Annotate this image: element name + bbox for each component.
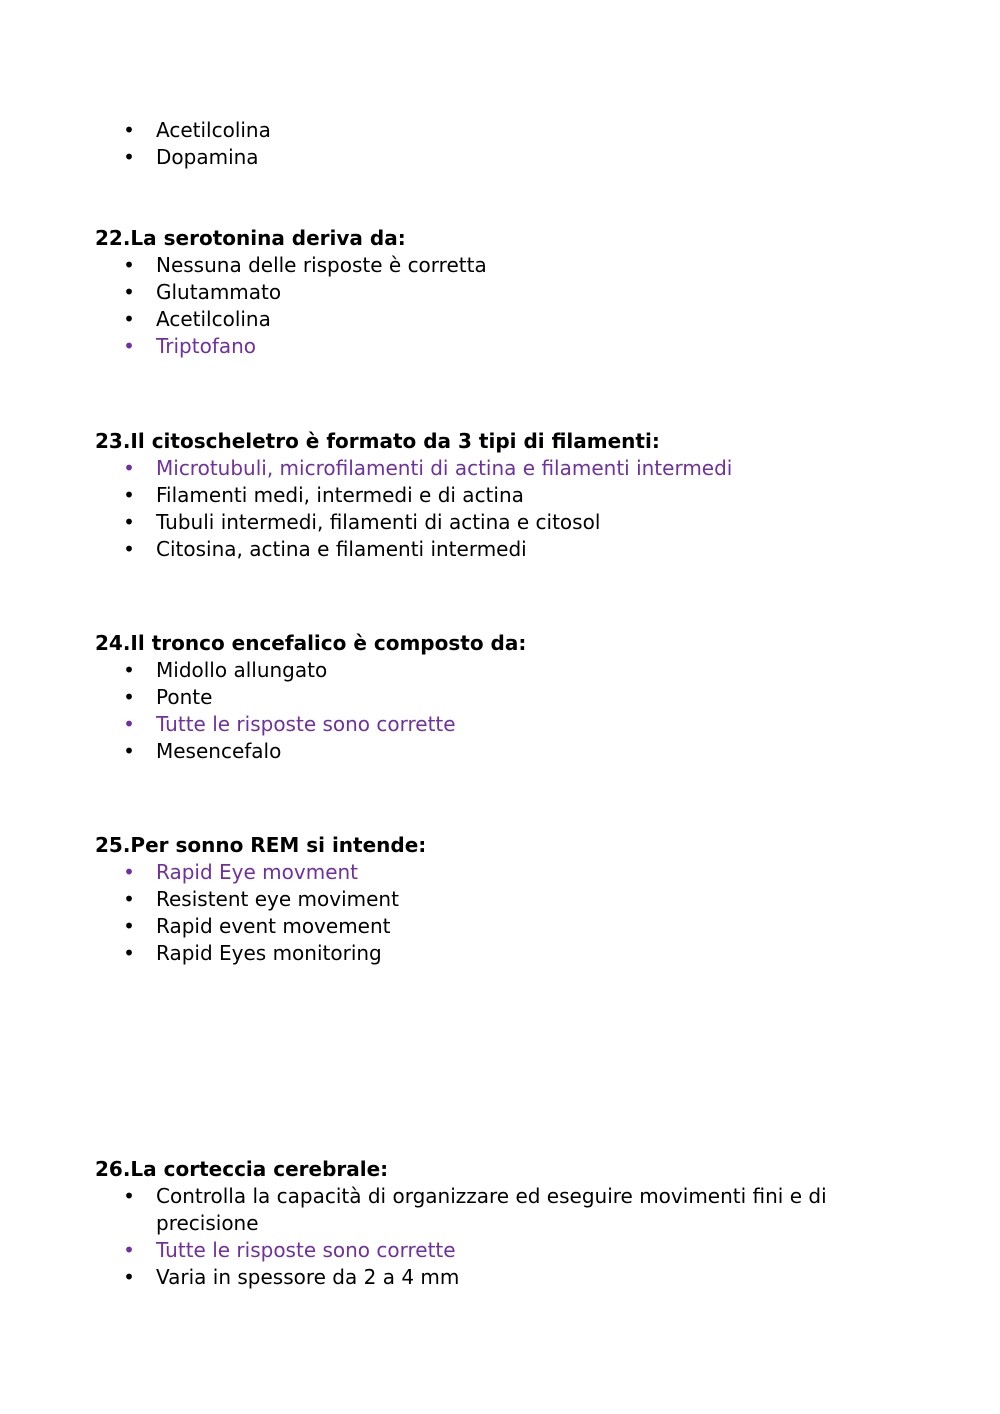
option-text: Citosina, actina e filamenti intermedi bbox=[156, 537, 527, 561]
option-text: Glutammato bbox=[156, 280, 282, 304]
option-item bbox=[95, 279, 855, 306]
option-item bbox=[95, 144, 855, 171]
bullet: • bbox=[123, 860, 135, 884]
bullet: • bbox=[123, 658, 135, 682]
question-title: 23.Il citoscheletro è formato da 3 tipi di filamenti: bbox=[95, 429, 660, 453]
option-text: Triptofano bbox=[156, 334, 257, 358]
bullet: • bbox=[123, 1238, 135, 1262]
option-text: Tutte le risposte sono corrette bbox=[156, 712, 456, 736]
question-title: 24.Il tronco encefalico è composto da: bbox=[95, 631, 527, 655]
question-title: 26.La corteccia cerebrale: bbox=[95, 1157, 389, 1181]
bullet: • bbox=[123, 1184, 135, 1208]
option-text: Rapid Eyes monitoring bbox=[156, 941, 382, 965]
option-item bbox=[95, 306, 855, 333]
bullet: • bbox=[123, 914, 135, 938]
bullet: • bbox=[123, 118, 135, 142]
question-title: 22.La serotonina deriva da: bbox=[95, 226, 406, 250]
continued-options-block bbox=[95, 117, 855, 171]
option-text: Acetilcolina bbox=[156, 307, 271, 331]
option-item bbox=[95, 913, 855, 940]
option-item bbox=[95, 657, 855, 684]
bullet: • bbox=[123, 941, 135, 965]
question-22 bbox=[95, 225, 855, 360]
option-text: Varia in spessore da 2 a 4 mm bbox=[156, 1265, 460, 1289]
option-text: Resistent eye moviment bbox=[156, 887, 399, 911]
question-25 bbox=[95, 832, 855, 967]
bullet: • bbox=[123, 483, 135, 507]
bullet: • bbox=[123, 887, 135, 911]
correct-option-item bbox=[95, 333, 855, 360]
bullet: • bbox=[123, 253, 135, 277]
option-list bbox=[95, 117, 855, 171]
option-text: Tutte le risposte sono corrette bbox=[156, 1238, 456, 1262]
option-item bbox=[95, 684, 855, 711]
option-list bbox=[95, 455, 855, 563]
correct-option-item bbox=[95, 1237, 855, 1264]
option-list bbox=[95, 657, 855, 765]
option-text: Midollo allungato bbox=[156, 658, 328, 682]
option-text: Mesencefalo bbox=[156, 739, 282, 763]
option-item bbox=[95, 738, 855, 765]
option-item bbox=[95, 482, 855, 509]
option-item bbox=[95, 117, 855, 144]
bullet: • bbox=[123, 280, 135, 304]
question-24 bbox=[95, 630, 855, 765]
option-item bbox=[95, 509, 855, 536]
option-item bbox=[95, 252, 855, 279]
option-text: Dopamina bbox=[156, 145, 259, 169]
bullet: • bbox=[123, 145, 135, 169]
bullet: • bbox=[123, 456, 135, 480]
option-text: Tubuli intermedi, filamenti di actina e citosol bbox=[156, 510, 601, 534]
question-title: 25.Per sonno REM si intende: bbox=[95, 833, 427, 857]
option-text: Rapid event movement bbox=[156, 914, 391, 938]
option-text: Rapid Eye movment bbox=[156, 860, 359, 884]
bullet: • bbox=[123, 1265, 135, 1289]
option-text: Acetilcolina bbox=[156, 118, 271, 142]
bullet: • bbox=[123, 739, 135, 763]
bullet: • bbox=[123, 685, 135, 709]
option-text: Ponte bbox=[156, 685, 213, 709]
question-26 bbox=[95, 1156, 855, 1291]
correct-option-item bbox=[95, 711, 855, 738]
option-text: Controlla la capacità di organizzare ed eseguire movimenti fini e di precisione bbox=[156, 1184, 827, 1235]
bullet: • bbox=[123, 307, 135, 331]
bullet: • bbox=[123, 510, 135, 534]
bullet: • bbox=[123, 712, 135, 736]
correct-option-item bbox=[95, 859, 855, 886]
option-text: Filamenti medi, intermedi e di actina bbox=[156, 483, 524, 507]
option-list bbox=[95, 1183, 855, 1291]
correct-option-item bbox=[95, 455, 855, 482]
option-list bbox=[95, 252, 855, 360]
bullet: • bbox=[123, 537, 135, 561]
option-text: Nessuna delle risposte è corretta bbox=[156, 253, 487, 277]
option-list bbox=[95, 859, 855, 967]
question-23 bbox=[95, 428, 855, 563]
option-item bbox=[95, 1264, 855, 1291]
option-text: Microtubuli, microfilamenti di actina e filamenti intermedi bbox=[156, 456, 733, 480]
bullet: • bbox=[123, 334, 135, 358]
option-item bbox=[95, 536, 855, 563]
option-item bbox=[95, 940, 855, 967]
option-item bbox=[95, 886, 855, 913]
option-item bbox=[95, 1183, 855, 1237]
